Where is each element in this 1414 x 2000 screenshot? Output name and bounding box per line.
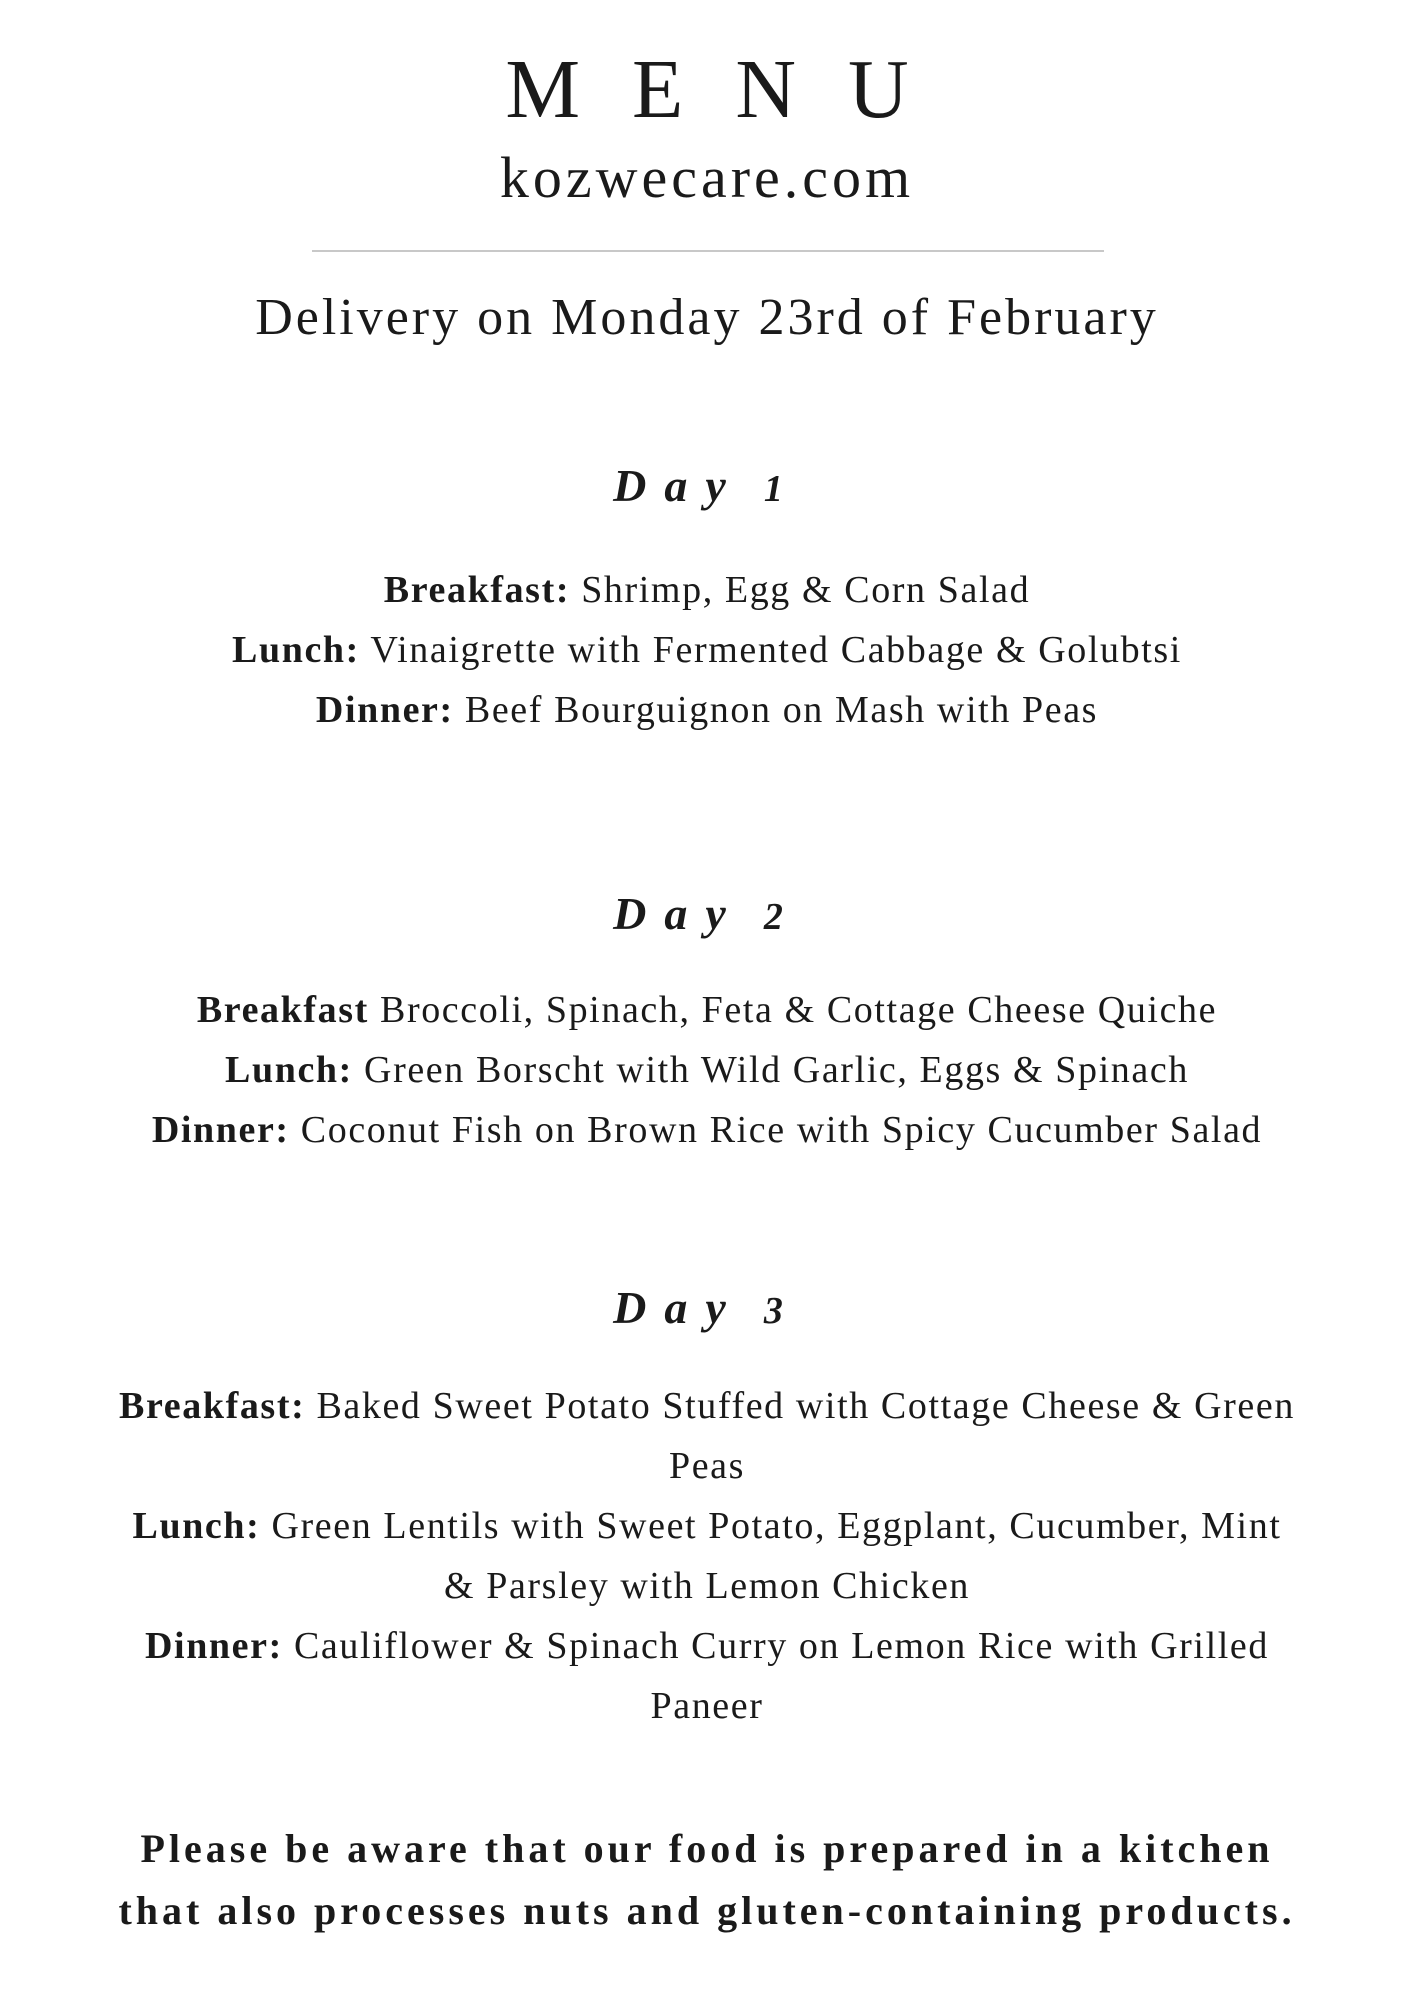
- day-3-meals: [0, 1376, 1414, 1736]
- notice-line-1: Please be aware that our food is prepared in a kitchen: [140, 1826, 1274, 1871]
- meal-dish: Baked Sweet Potato Stuffed with Cottage Cheese & Green: [316, 1385, 1295, 1427]
- day-3-lunch-cont: & Parsley with Lemon Chicken: [443, 1565, 971, 1607]
- day-3-word: Day: [613, 1282, 744, 1333]
- delivery-date: Delivery on Monday 23rd of February: [255, 289, 1159, 346]
- day-3-breakfast: [0, 1376, 1414, 1436]
- meal-dish: Broccoli, Spinach, Feta & Cottage Cheese Quiche: [380, 989, 1218, 1031]
- meal-label: Breakfast:: [119, 1385, 306, 1427]
- meal-dish: Green Borscht with Wild Garlic, Eggs & Spinach: [364, 1049, 1189, 1091]
- meal-label: Lunch:: [132, 1505, 261, 1547]
- day-3-lunch: [0, 1496, 1414, 1556]
- meal-label: Dinner:: [315, 689, 454, 731]
- day-2-number: 2: [763, 896, 801, 938]
- allergen-notice: [0, 1818, 1414, 1942]
- day-1-lunch: [0, 620, 1414, 680]
- day-2-meals: [0, 980, 1414, 1160]
- header-divider: [312, 250, 1104, 252]
- day-3-breakfast-cont: Peas: [668, 1445, 746, 1487]
- day-3-heading: [0, 1278, 1414, 1341]
- day-1-dinner: [0, 680, 1414, 740]
- day-2-breakfast: [0, 980, 1414, 1040]
- day-2-lunch: [0, 1040, 1414, 1100]
- menu-title: MENU: [505, 43, 961, 136]
- day-3-dinner: [0, 1616, 1414, 1676]
- meal-dish: Beef Bourguignon on Mash with Peas: [464, 689, 1099, 731]
- meal-dish: Vinaigrette with Fermented Cabbage & Golubtsi: [370, 629, 1182, 671]
- day-3-number: 3: [763, 1290, 801, 1332]
- meal-dish: Coconut Fish on Brown Rice with Spicy Cucumber Salad: [300, 1109, 1263, 1151]
- meal-label: Breakfast:: [383, 569, 571, 611]
- day-1-meals: [0, 560, 1414, 740]
- day-2-word: Day: [613, 888, 744, 939]
- meal-label: Lunch:: [232, 629, 360, 671]
- day-1-number: 1: [763, 468, 801, 510]
- notice-line-2: that also processes nuts and gluten-containing products.: [118, 1888, 1296, 1933]
- day-3-dinner-cont: Paneer: [650, 1685, 764, 1727]
- day-2-dinner: [0, 1100, 1414, 1160]
- meal-dish: Cauliflower & Spinach Curry on Lemon Rice with Grilled: [293, 1625, 1269, 1667]
- day-1-breakfast: [0, 560, 1414, 620]
- meal-label: Dinner:: [145, 1625, 283, 1667]
- day-1-word: Day: [613, 460, 744, 511]
- meal-label: Breakfast: [196, 989, 369, 1031]
- day-2-heading: [0, 884, 1414, 947]
- meal-dish: Shrimp, Egg & Corn Salad: [581, 569, 1031, 611]
- website-url[interactable]: kozwecare.com: [499, 145, 915, 210]
- day-1-heading: [0, 456, 1414, 519]
- meal-label: Dinner:: [151, 1109, 290, 1151]
- meal-label: Lunch:: [225, 1049, 353, 1091]
- meal-dish: Green Lentils with Sweet Potato, Eggplant, Cucumber, Mint: [271, 1505, 1282, 1547]
